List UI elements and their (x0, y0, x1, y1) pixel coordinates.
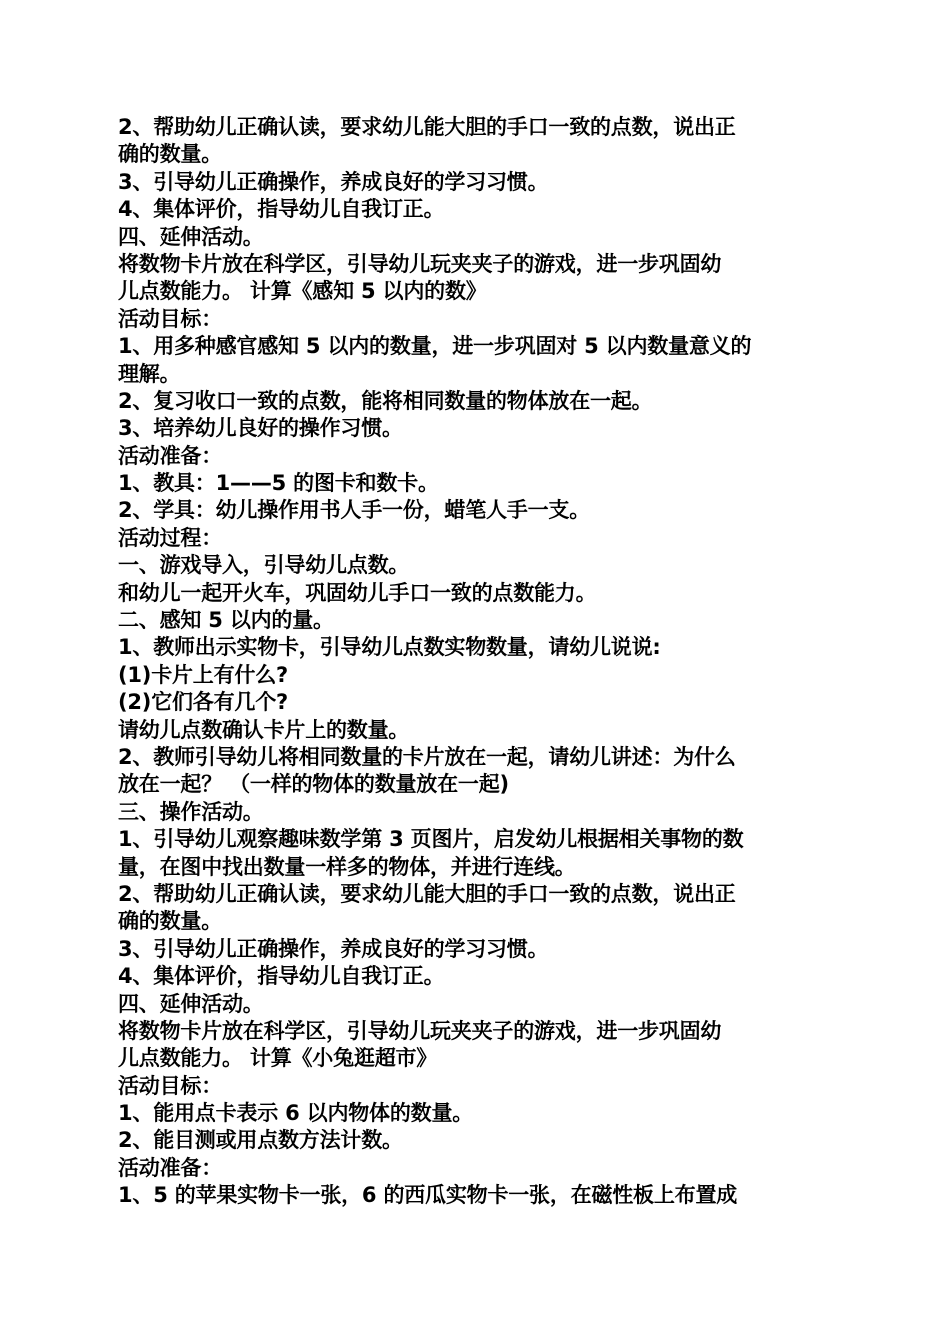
text-line: 1、教具：1——5 的图卡和数卡。 (118, 471, 439, 496)
text-line: 将数物卡片放在科学区，引导幼儿玩夹夹子的游戏，进一步巩固幼 (118, 1018, 722, 1043)
section-heading: 活动准备： (118, 1155, 222, 1180)
text-line: 1、用多种感官感知 5 以内的数量，进一步巩固对 5 以内数量意义的 (118, 334, 752, 359)
text-line: 确的数量。 (118, 909, 222, 934)
text-line: 1、5 的苹果实物卡一张，6 的西瓜实物卡一张，在磁性板上布置成 (118, 1183, 738, 1208)
document-body (118, 114, 834, 1210)
text-line: 3、引导幼儿正确操作，养成良好的学习习惯。 (118, 169, 549, 194)
text-line: 请幼儿点数确认卡片上的数量。 (118, 717, 410, 742)
text-line: 儿点数能力。 计算《小兔逛超市》 (118, 1046, 438, 1071)
section-heading: 活动过程： (118, 525, 222, 550)
text-line: 理解。 (118, 361, 181, 386)
text-line: 3、培养幼儿良好的操作习惯。 (118, 416, 403, 441)
section-heading: 活动目标： (118, 1073, 222, 1098)
text-line: 2、能目测或用点数方法计数。 (118, 1128, 403, 1153)
text-line: 1、教师出示实物卡，引导幼儿点数实物数量，请幼儿说说: (118, 635, 661, 660)
text-line: (2)它们各有几个? (118, 690, 288, 715)
text-line: 2、复习收口一致的点数，能将相同数量的物体放在一起。 (118, 388, 653, 413)
text-line: 量，在图中找出数量一样多的物体，并进行连线。 (118, 854, 576, 879)
text-line: 4、集体评价，指导幼儿自我订正。 (118, 964, 445, 989)
text-line: 和幼儿一起开火车，巩固幼儿手口一致的点数能力。 (118, 580, 597, 605)
text-line: 2、帮助幼儿正确认读，要求幼儿能大胆的手口一致的点数，说出正 (118, 881, 736, 906)
text-line: 4、集体评价，指导幼儿自我订正。 (118, 197, 445, 222)
text-line: 放在一起？ （一样的物体的数量放在一起) (118, 772, 509, 797)
text-line: 确的数量。 (118, 142, 222, 167)
text-line: 1、引导幼儿观察趣味数学第 3 页图片，启发幼儿根据相关事物的数 (118, 827, 744, 852)
text-line: (1)卡片上有什么? (118, 662, 288, 687)
section-heading: 四、延伸活动。 (118, 224, 264, 249)
text-line: 2、教师引导幼儿将相同数量的卡片放在一起，请幼儿讲述：为什么 (118, 744, 736, 769)
text-line: 将数物卡片放在科学区，引导幼儿玩夹夹子的游戏，进一步巩固幼 (118, 251, 722, 276)
section-heading: 二、感知 5 以内的量。 (118, 608, 334, 633)
section-heading: 四、延伸活动。 (118, 991, 264, 1016)
text-line: 3、引导幼儿正确操作，养成良好的学习习惯。 (118, 936, 549, 961)
section-heading: 一、游戏导入，引导幼儿点数。 (118, 553, 410, 578)
text-line: 儿点数能力。 计算《感知 5 以内的数》 (118, 279, 487, 304)
section-heading: 活动目标： (118, 306, 222, 331)
text-line: 1、能用点卡表示 6 以内物体的数量。 (118, 1101, 474, 1126)
section-heading: 三、操作活动。 (118, 799, 264, 824)
text-line: 2、学具：幼儿操作用书人手一份，蜡笔人手一支。 (118, 498, 591, 523)
text-line: 2、帮助幼儿正确认读，要求幼儿能大胆的手口一致的点数，说出正 (118, 115, 736, 139)
section-heading: 活动准备： (118, 443, 222, 468)
